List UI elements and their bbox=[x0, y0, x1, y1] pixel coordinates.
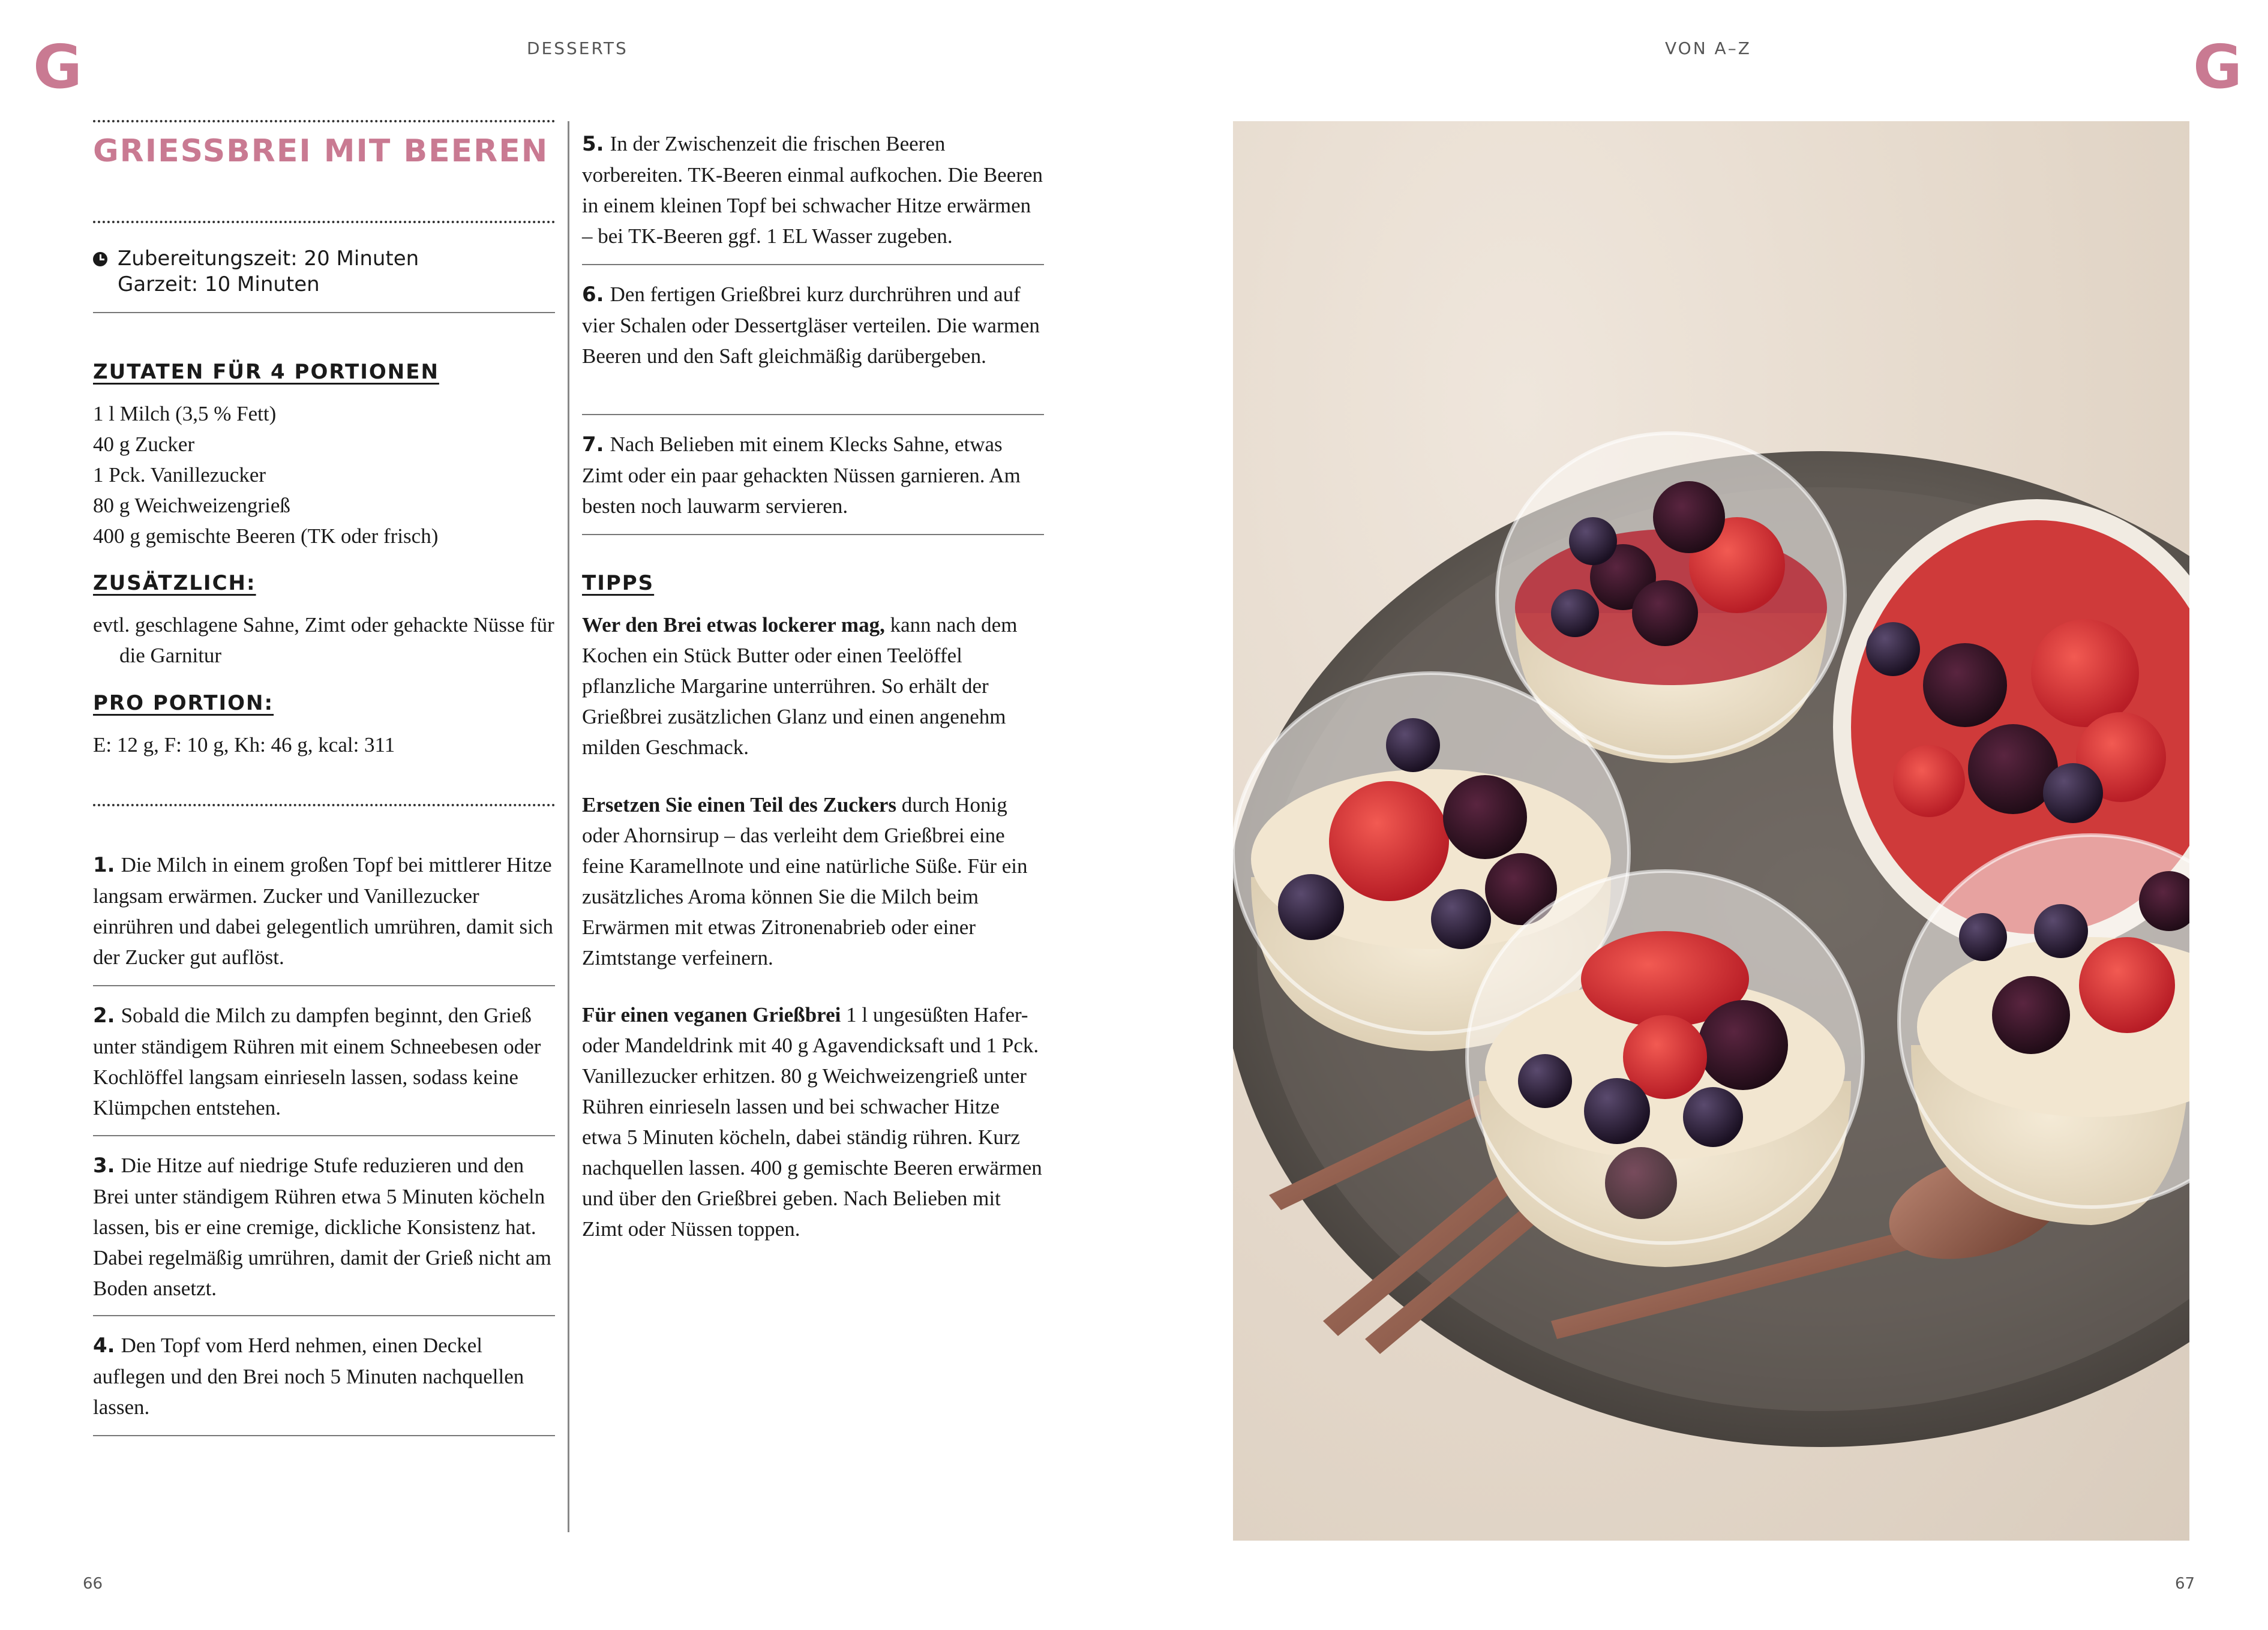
step-number: 2. bbox=[93, 1004, 115, 1028]
tips-heading: TIPPS bbox=[582, 571, 655, 595]
step-divider bbox=[93, 985, 555, 986]
recipe-title: GRIESSBREI MIT BEEREN bbox=[93, 133, 549, 169]
time-divider bbox=[93, 312, 555, 313]
step-number: 1. bbox=[93, 853, 115, 877]
step-6 bbox=[582, 279, 1044, 371]
page-number-right: 67 bbox=[2175, 1575, 2195, 1593]
ingredient-item: 80 g Weichweizengrieß bbox=[93, 494, 290, 517]
running-header-right: VON A–Z bbox=[1665, 38, 1751, 58]
ingredients-heading: ZUTATEN FÜR 4 PORTIONEN bbox=[93, 360, 439, 384]
section-letter-right: G bbox=[2193, 32, 2243, 102]
dessert-glass-3 bbox=[1467, 871, 1863, 1267]
tip-text: 1 l ungesüßten Hafer- oder Mandeldrink mit 40 g Agavendicksaft und 1 Pck. Vanillezucker erhitzen. 80 g Weichweizengrieß unter Rühren einrieseln lassen und bei schwacher Hitze etwa 5 Minuten köcheln, dabei ständig rühren. Kurz nachquellen lassen. 400 g gemischte Beeren erwärmen und über den Grießbrei geben. Nach Belieben mit Zimt oder Nüssen toppen. bbox=[582, 1003, 1042, 1241]
tip-2 bbox=[582, 790, 1044, 973]
step-2 bbox=[93, 1000, 555, 1123]
tip-lead: Ersetzen Sie einen Teil des Zuckers bbox=[582, 793, 897, 816]
ingredient-item: 1 l Milch (3,5 % Fett) bbox=[93, 402, 277, 425]
step-number: 3. bbox=[93, 1154, 115, 1178]
portion-text: E: 12 g, F: 10 g, Kh: 46 g, kcal: 311 bbox=[93, 733, 395, 757]
step-text: In der Zwischenzeit die frischen Beeren vorbereiten. TK-Beeren einmal aufkochen. Die Beeren in einem kleinen Topf bei schwacher Hitze erwärmen – bei TK-Beeren ggf. 1 EL Wasser zugeben. bbox=[582, 132, 1043, 248]
running-header-left: DESSERTS bbox=[527, 38, 628, 58]
extra-heading: ZUSÄTZLICH: bbox=[93, 571, 256, 595]
steps-top-rule bbox=[93, 804, 555, 806]
step-text: Die Hitze auf niedrige Stufe reduzieren und den Brei unter ständigem Rühren etwa 5 Minuten köcheln lassen, bis er eine cremige, dickliche Konsistenz hat. Dabei regelmäßig umrühren, damit der Grieß nicht am Boden ansetzt. bbox=[93, 1154, 551, 1300]
page-number-left: 66 bbox=[83, 1575, 103, 1593]
step-divider bbox=[582, 414, 1044, 415]
step-text: Sobald die Milch zu dampfen beginnt, den Grieß unter ständigem Rühren mit einem Schneebesen oder Kochlöffel langsam einrieseln lassen, sodass keine Klümpchen entstehen. bbox=[93, 1004, 541, 1119]
prep-time: Zubereitungszeit: 20 Minuten bbox=[118, 247, 419, 271]
step-text: Die Milch in einem großen Topf bei mittlerer Hitze langsam erwärmen. Zucker und Vanillezucker einrühren und dabei gelegentlich umrühren, damit sich der Zucker gut auflöst. bbox=[93, 853, 553, 969]
ingredient-item: 40 g Zucker bbox=[93, 433, 195, 456]
step-divider bbox=[93, 1315, 555, 1316]
ingredient-item: 1 Pck. Vanillezucker bbox=[93, 463, 266, 487]
tip-3 bbox=[582, 999, 1044, 1244]
tip-lead: Für einen veganen Grießbrei bbox=[582, 1003, 841, 1026]
section-letter-left: G bbox=[33, 32, 83, 102]
tip-lead: Wer den Brei etwas lockerer mag, bbox=[582, 613, 885, 637]
step-divider bbox=[582, 534, 1044, 535]
step-7 bbox=[582, 429, 1044, 521]
title-bottom-rule bbox=[93, 221, 555, 223]
step-3 bbox=[93, 1150, 555, 1304]
step-text: Nach Belieben mit einem Klecks Sahne, etwas Zimt oder ein paar gehackten Nüssen garnieren. Am besten noch lauwarm servieren. bbox=[582, 433, 1021, 518]
step-number: 4. bbox=[93, 1334, 115, 1358]
ingredient-item: 400 g gemischte Beeren (TK oder frisch) bbox=[93, 524, 439, 548]
time-info bbox=[93, 246, 555, 298]
step-divider bbox=[582, 264, 1044, 265]
step-number: 6. bbox=[582, 283, 604, 307]
step-1 bbox=[93, 849, 555, 972]
dessert-photo bbox=[1233, 121, 2189, 1541]
column-separator bbox=[568, 121, 569, 1532]
clock-icon bbox=[93, 252, 107, 266]
dessert-photo-illustration bbox=[1233, 121, 2189, 1541]
step-number: 5. bbox=[582, 132, 604, 156]
step-text: Den Topf vom Herd nehmen, einen Deckel auflegen und den Brei noch 5 Minuten nachquellen lassen. bbox=[93, 1334, 524, 1419]
step-divider bbox=[93, 1135, 555, 1136]
tip-text: kann nach dem Kochen ein Stück Butter oder einen Teelöffel pflanzliche Margarine unterrühren. So erhält der Grießbrei zusätzlichen Glanz und einen angenehm milden Geschmack. bbox=[582, 613, 1018, 759]
tip-1 bbox=[582, 610, 1044, 763]
title-top-rule bbox=[93, 120, 555, 122]
step-divider bbox=[93, 1435, 555, 1436]
step-number: 7. bbox=[582, 433, 604, 457]
cook-time: Garzeit: 10 Minuten bbox=[118, 272, 320, 296]
step-5 bbox=[582, 128, 1044, 251]
extra-text: evtl. geschlagene Sahne, Zimt oder gehackte Nüsse für die Garnitur bbox=[93, 613, 554, 667]
step-text: Den fertigen Grießbrei kurz durchrühren und auf vier Schalen oder Dessertgläser verteilen. Die warmen Beeren und den Saft gleichmäßig darübergeben. bbox=[582, 283, 1040, 368]
portion-heading: PRO PORTION: bbox=[93, 691, 274, 715]
tip-text: durch Honig oder Ahornsirup – das verleiht dem Grießbrei eine feine Karamellnote und eine natürliche Süße. Für ein zusätzliches Aroma können Sie die Milch beim Erwärmen mit etwas Zitronenabrieb oder einer Zimtstange verfeinern. bbox=[582, 793, 1028, 969]
step-4 bbox=[93, 1330, 555, 1422]
ingredient-list bbox=[93, 398, 555, 551]
